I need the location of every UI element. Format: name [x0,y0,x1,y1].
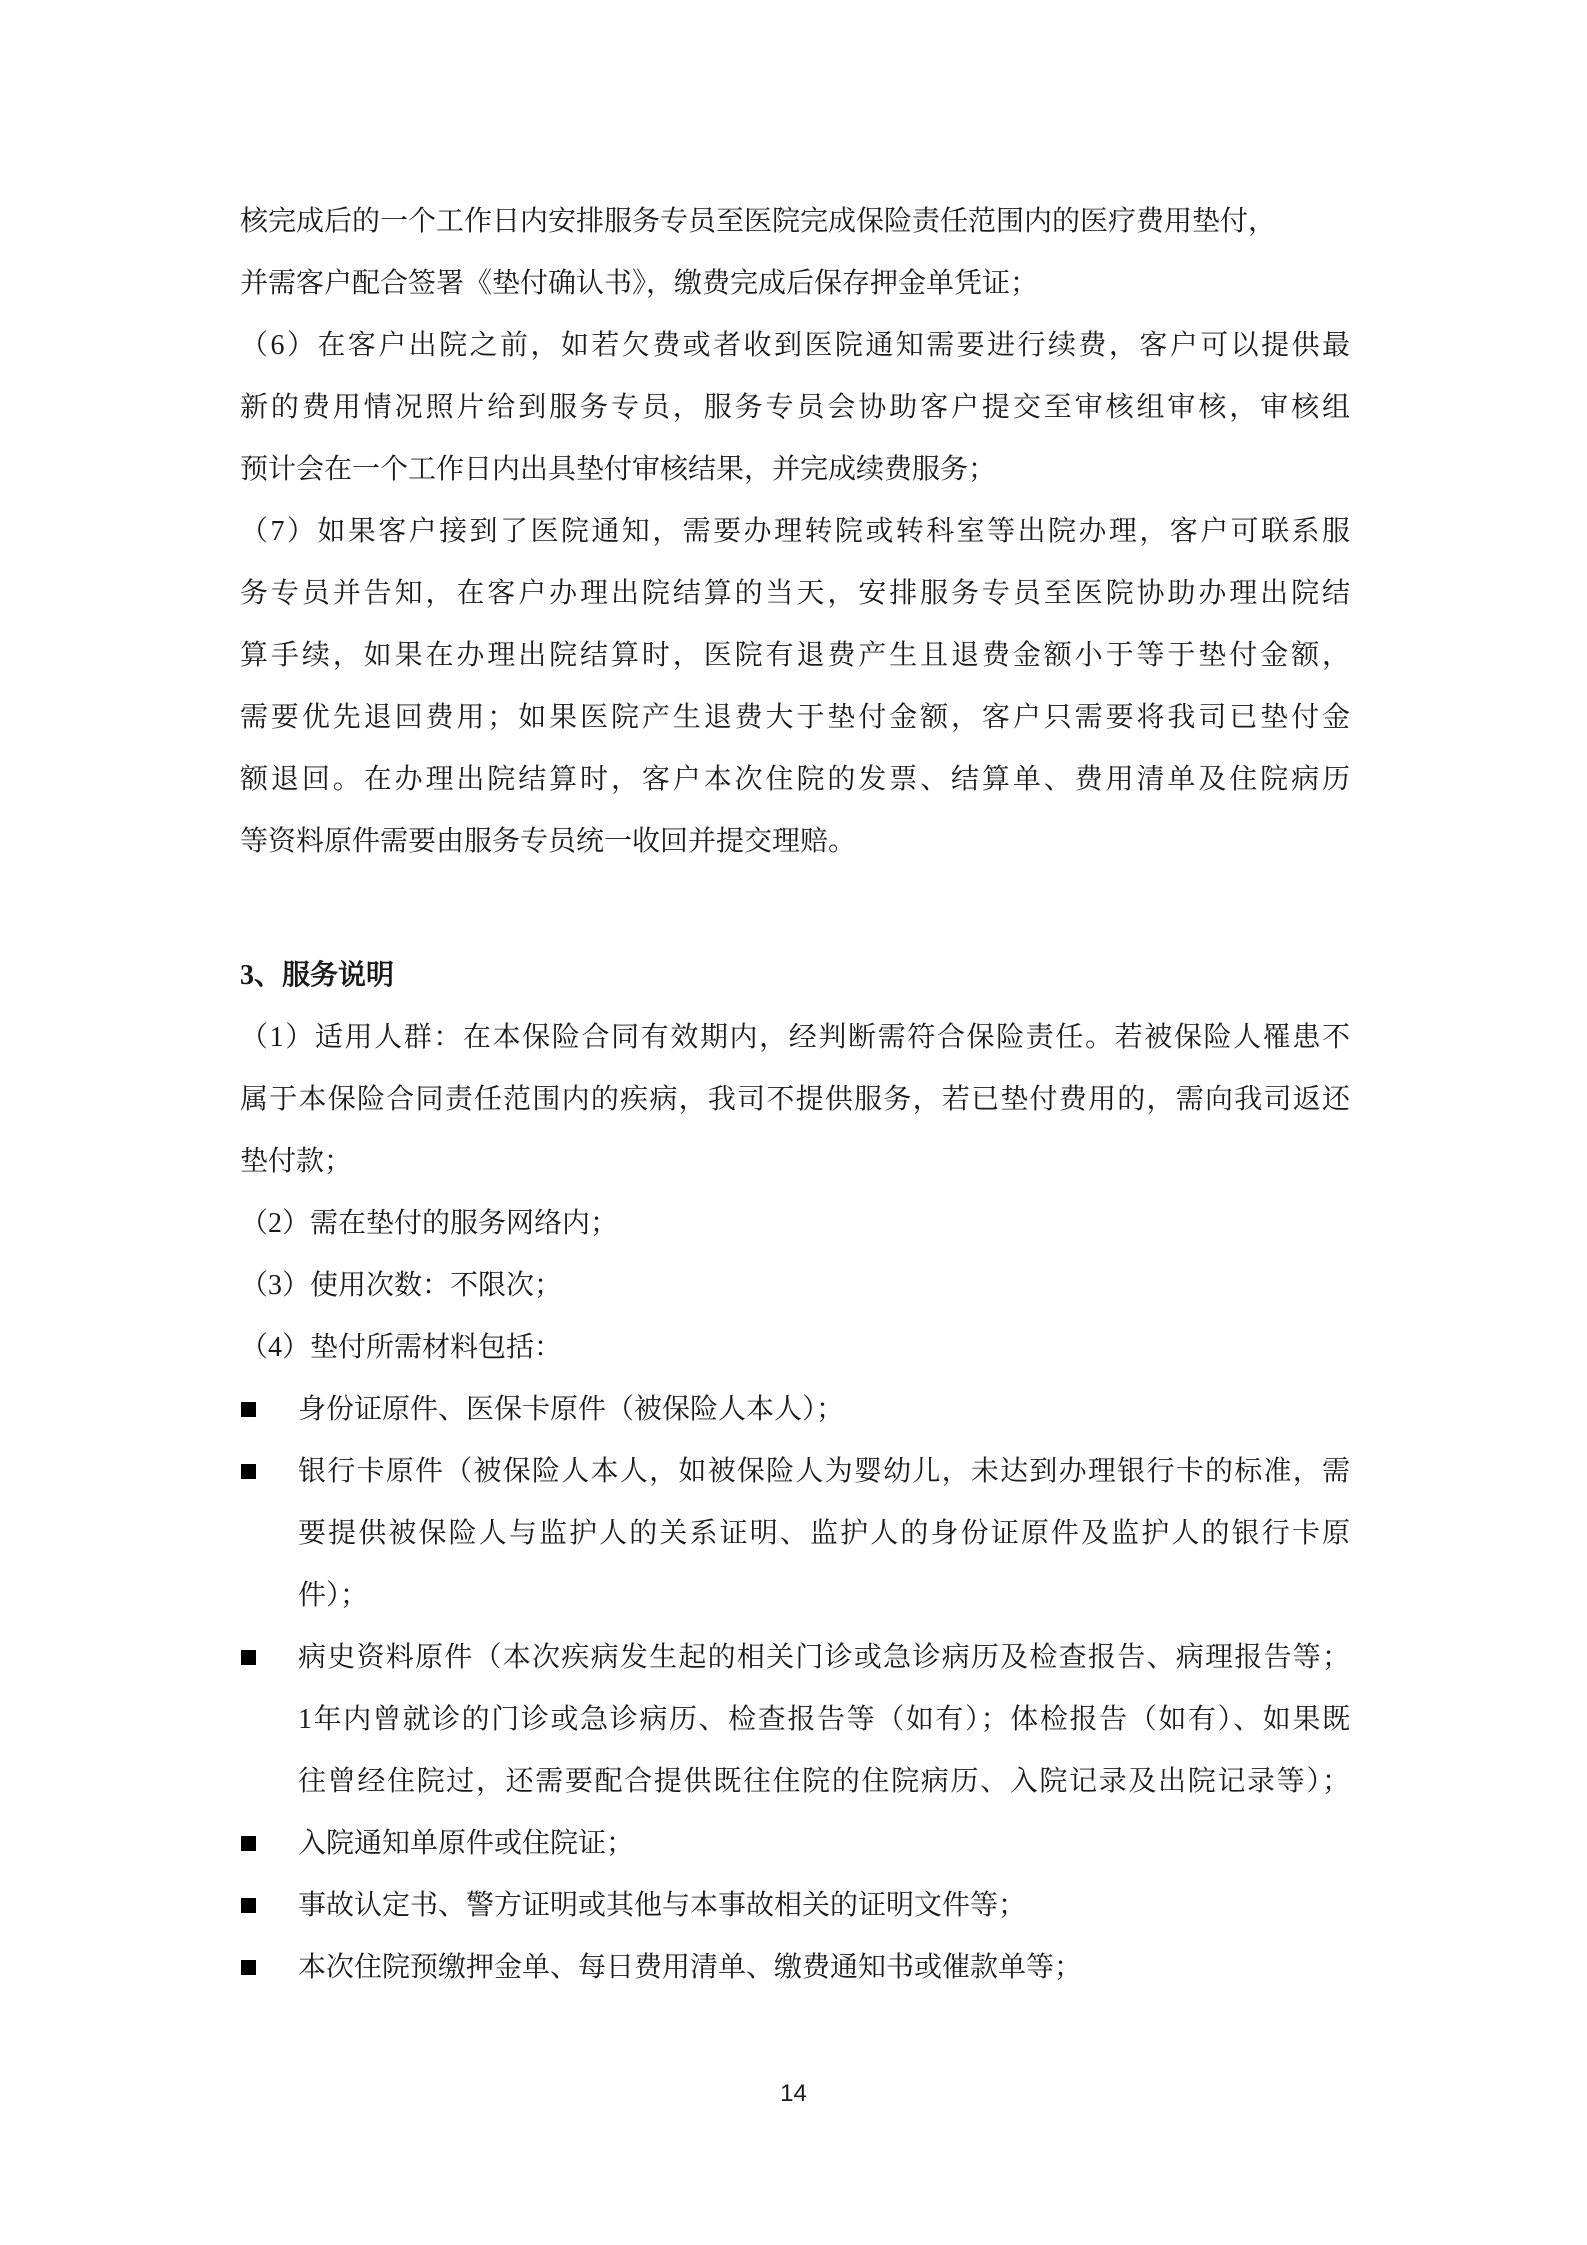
line-text: 要提供被保险人与监护人的关系证明、监护人的身份证原件及监护人的银行卡原 [298,1518,1350,1549]
line-text: 务专员并告知，在客户办理出院结算的当天，安排服务专员至医院协助办理出院结 [240,578,1350,609]
line-text: （4）垫付所需材料包括： [240,1332,563,1363]
text-line [240,253,1350,315]
line-text: 身份证原件、医保卡原件（被保险人本人）； [298,1394,845,1425]
line-text: （7）如果客户接到了医院通知，需要办理转院或转科室等出院办理，客户可联系服 [240,516,1350,547]
line-text: 本次住院预缴押金单、每日费用清单、缴费通知书或催款单等； [298,1952,1083,1983]
bullet-square-icon [241,1836,256,1851]
bullet-square-icon [241,1464,256,1479]
line-text: 往曾经住院过，还需要配合提供既往住院的住院病历、入院记录及出院记录等）； [298,1766,1350,1797]
text-line [240,563,1350,625]
section-heading [240,945,1350,1007]
line-text: 1年内曾就诊的门诊或急诊病历、检查报告等（如有）；体检报告（如有）、如果既 [298,1704,1350,1735]
bullet-line [240,1565,1350,1627]
bullet-square-icon [241,1650,256,1665]
line-text: （1）适用人群：在本保险合同有效期内，经判断需符合保险责任。若被保险人罹患不 [240,1022,1350,1053]
line-text: 事故认定书、警方证明或其他与本事故相关的证明文件等； [298,1890,1027,1921]
line-text: 需要优先退回费用；如果医院产生退费大于垫付金额，客户只需要将我司已垫付金 [240,702,1350,733]
text-line [240,625,1350,687]
bullet-line [240,1751,1350,1813]
bullet-line [240,1503,1350,1565]
bullet-line [240,1441,1350,1503]
line-text: （3）使用次数：不限次； [240,1270,563,1301]
text-line [240,1193,1350,1255]
bullet-line [240,1937,1350,1999]
page-number: 14 [780,2080,807,2107]
text-line [240,811,1350,873]
text-line [240,1007,1350,1069]
paragraph-gap [240,873,1350,945]
line-text: 并需客户配合签署《垫付确认书》，缴费完成后保存押金单凭证； [240,268,1039,299]
line-text: 件）； [298,1580,369,1611]
bullet-square-icon [241,1898,256,1913]
line-text: 预计会在一个工作日内出具垫付审核结果，并完成续费服务； [240,454,997,485]
text-line [240,1069,1350,1131]
line-text: 额退回。在办理出院结算时，客户本次住院的发票、结算单、费用清单及住院病历 [240,764,1350,795]
line-text: 属于本保险合同责任范围内的疾病，我司不提供服务，若已垫付费用的，需向我司返还 [240,1084,1350,1115]
text-line [240,191,1350,253]
text-line [240,377,1350,439]
text-line [240,1317,1350,1379]
text-line [240,315,1350,377]
document-body [240,191,1350,1999]
text-line [240,749,1350,811]
line-text: （6）在客户出院之前，如若欠费或者收到医院通知需要进行续费，客户可以提供最 [240,330,1350,361]
line-text: 病史资料原件（本次疾病发生起的相关门诊或急诊病历及检查报告、病理报告等； [298,1642,1350,1673]
bullet-line [240,1627,1350,1689]
line-text: （2）需在垫付的服务网络内； [240,1208,619,1239]
line-text: 算手续，如果在办理出院结算时，医院有退费产生且退费金额小于等于垫付金额， [240,640,1350,671]
text-line [240,687,1350,749]
bullet-line [240,1813,1350,1875]
text-line [240,501,1350,563]
text-line [240,1255,1350,1317]
text-line [240,1131,1350,1193]
line-text: 3、服务说明 [240,960,395,991]
bullet-square-icon [241,1402,256,1417]
bullet-line [240,1379,1350,1441]
bullet-line [240,1689,1350,1751]
line-text: 核完成后的一个工作日内安排服务专员至医院完成保险责任范围内的医疗费用垫付， [240,206,1277,237]
line-text: 垫付款； [240,1146,353,1177]
line-text: 入院通知单原件或住院证； [298,1828,635,1859]
bullet-square-icon [241,1960,256,1975]
line-text: 新的费用情况照片给到服务专员，服务专员会协助客户提交至审核组审核，审核组 [240,392,1350,423]
bullet-line [240,1875,1350,1937]
text-line [240,439,1350,501]
line-text: 银行卡原件（被保险人本人，如被保险人为婴幼儿，未达到办理银行卡的标准，需 [298,1456,1350,1487]
line-text: 等资料原件需要由服务专员统一收回并提交理赔。 [240,826,857,857]
